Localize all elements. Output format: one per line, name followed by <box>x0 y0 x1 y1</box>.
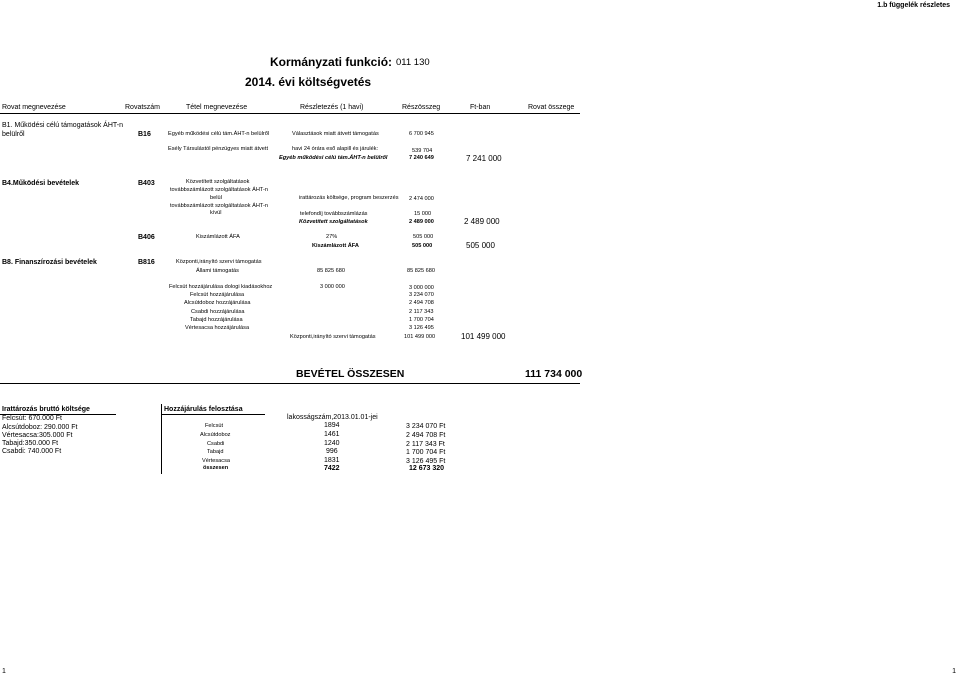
b1-title: B1. Működési célú támogatások ÁHT-n <box>2 122 124 129</box>
b8-item-amount: 3 126 495 <box>409 325 434 331</box>
b8-name: Központi,irányító szervi támogatás <box>176 259 262 265</box>
b4-afa-total: 505 000 <box>466 241 495 250</box>
b8-item-amount: 3 000 000 <box>409 285 434 291</box>
b8-subtotal-label: Központi,irányító szervi támogatás <box>290 334 376 340</box>
function-code: 011 130 <box>396 57 430 68</box>
b8-item-amount: 2 494 708 <box>409 300 434 306</box>
hozzajarulas-pop-header: lakosságszám,2013.01.01-jei <box>287 414 378 421</box>
b8-state-label: Állami támogatás <box>196 268 239 274</box>
b1-item2-amount: 539 704 <box>412 148 433 154</box>
b1-title-cont: belülről <box>2 131 25 138</box>
b4-name5: kívül <box>210 210 222 216</box>
b1-subtotal: 7 240 649 <box>409 155 434 161</box>
grand-total-value: 111 734 000 <box>525 368 583 380</box>
b8-item-detail: 3 000 000 <box>320 284 345 290</box>
b4-detail2: telefondíj továbbszámlázás <box>300 211 368 217</box>
hozzajarulas-row-name: Vértesacsa <box>202 458 230 464</box>
b8-item-amount: 3 234 070 <box>409 292 434 298</box>
col-header-rovat-osszege: Rovat összege <box>528 104 575 111</box>
grand-total-divider <box>0 383 580 384</box>
b4-name3: belül <box>210 195 222 201</box>
b1-item1-amount: 6 700 945 <box>409 131 434 137</box>
b4-amount1: 2 474 000 <box>409 196 434 202</box>
b1-total: 7 241 000 <box>466 154 502 163</box>
b1-item1-detail: Választások miatt átvett támogatás <box>292 131 379 137</box>
hozzajarulas-total-label: összesen <box>203 465 229 471</box>
hozzajarulas-row-pop: 996 <box>326 448 338 455</box>
col-header-rovat: Rovat megnevezése <box>2 104 66 111</box>
col-header-ftban: Ft-ban <box>470 104 491 111</box>
hozzajarulas-row-pop: 1831 <box>324 457 340 464</box>
b1-item2-detail: havi 24 órára eső alapill és járulék: <box>292 146 379 152</box>
hozzajarulas-divider <box>161 414 265 415</box>
hozzajarulas-row-name: Felcsút <box>205 423 224 429</box>
hozzajarulas-row-pop: 1894 <box>324 422 340 429</box>
hozzajarulas-total-amount: 12 673 320 <box>409 465 445 472</box>
irattar-title: Irattározás bruttó költsége <box>2 406 90 413</box>
b4-total: 2 489 000 <box>464 217 500 226</box>
b8-item-label: Felcsút hozzájárulása dologi kiadásokhoz <box>169 284 273 290</box>
b4-name1: Közvetített szolgáltatások <box>186 179 250 185</box>
b1-item2-name: Esély Társulástól pénzügyes miatt átvett <box>168 146 269 152</box>
page-label: 1.b függelék részletes <box>877 2 950 9</box>
b4-subtotal: 2 489 000 <box>409 219 434 225</box>
b8-total: 101 499 000 <box>461 332 506 341</box>
col-header-rovatszam: Rovatszám <box>125 104 161 111</box>
b4-afa-sub: 505 000 <box>412 243 433 249</box>
irattar-line: Vértesacsa:305.000 Ft <box>2 432 73 439</box>
b4-code: B403 <box>138 180 155 187</box>
b1-item1-name: Egyéb működési célú tám.ÁHT-n belülről <box>168 131 270 137</box>
footer-page-left: 1 <box>2 668 6 675</box>
b8-state-amount: 85 825 680 <box>407 268 435 274</box>
b4-code2: B406 <box>138 234 155 241</box>
budget-title: 2014. évi költségvetés <box>245 75 372 89</box>
hozzajarulas-title: Hozzájárulás felosztása <box>164 406 243 413</box>
hozzajarulas-row-name: Alcsútdoboz <box>200 432 231 438</box>
header-divider <box>0 113 580 114</box>
b8-item-amount: 1 700 704 <box>409 317 434 323</box>
b8-item-label: Felcsút hozzájárulása <box>190 292 245 298</box>
hozzajarulas-row-amount: 1 700 704 Ft <box>406 449 446 456</box>
b8-state-detail: 85 825 680 <box>317 268 345 274</box>
hozzajarulas-row-amount: 3 234 070 Ft <box>406 423 446 430</box>
b4-afa-sub-label: Kiszámlázott ÁFA <box>312 243 359 249</box>
grand-total-label: BEVÉTEL ÖSSZESEN <box>296 368 405 380</box>
b4-name2: továbbszámlázott szolgáltatások ÁHT-n <box>170 187 268 193</box>
irattar-line: Csabdi: 740.000 Ft <box>2 448 62 455</box>
irattar-line: Felcsút: 670.000 Ft <box>2 415 62 422</box>
hozzajarulas-total-pop: 7422 <box>324 465 340 472</box>
hozzajarulas-row-pop: 1461 <box>324 431 340 438</box>
b8-subtotal: 101 499 000 <box>404 334 436 340</box>
b4-subtotal-label: Közvetített szolgáltatások <box>299 219 368 225</box>
col-header-tetel: Tétel megnevezése <box>186 104 248 111</box>
hozzajarulas-row-pop: 1240 <box>324 440 340 447</box>
b8-code: B816 <box>138 259 155 266</box>
b8-title: B8. Finanszírozási bevételek <box>2 259 97 266</box>
b1-code: B16 <box>138 131 151 138</box>
irattar-line: Tabajd:350.000 Ft <box>2 440 59 447</box>
b4-amount2: 15 000 <box>414 211 432 217</box>
b4-afa-amount: 505 000 <box>413 234 434 240</box>
b4-title: B4.Működési bevételek <box>2 180 80 187</box>
b8-item-amount: 2 117 343 <box>409 309 434 315</box>
b1-subtotal-label: Egyéb működési célú tám.ÁHT-n belülről <box>279 155 388 161</box>
col-header-reszletezes: Részletezés (1 havi) <box>300 104 364 111</box>
hozzajarulas-row-amount: 2 494 708 Ft <box>406 432 446 439</box>
hozzajarulas-row-amount: 3 126 495 Ft <box>406 458 446 465</box>
b8-item-label: Tabajd hozzájárulása <box>190 317 243 323</box>
irattar-line: Alcsútdoboz: 290.000 Ft <box>2 424 78 431</box>
b8-item-label: Csabdi hozzájárulása <box>191 309 245 315</box>
b4-name4: továbbszámlázott szolgáltatások ÁHT-n <box>170 203 268 209</box>
hozzajarulas-row-amount: 2 117 343 Ft <box>406 441 445 448</box>
b8-item-label: Alcsútdoboz hozzájárulása <box>184 300 251 306</box>
b4-afa-rate: 27% <box>326 234 338 240</box>
footer-page-right: 1 <box>952 668 956 675</box>
col-header-reszosszeg: Részösszeg <box>402 104 441 111</box>
b8-item-label: Vértesacsa hozzájárulása <box>185 325 250 331</box>
hozzajarulas-row-name: Csabdi <box>207 441 225 447</box>
function-label: Kormányzati funkció: <box>270 55 393 69</box>
hozzajarulas-row-name: Tabajd <box>207 449 224 455</box>
b4-detail1: irattározás költsége, program beszerzés <box>299 195 399 201</box>
b4-afa-name: Kiszámlázott ÁFA <box>196 234 240 240</box>
